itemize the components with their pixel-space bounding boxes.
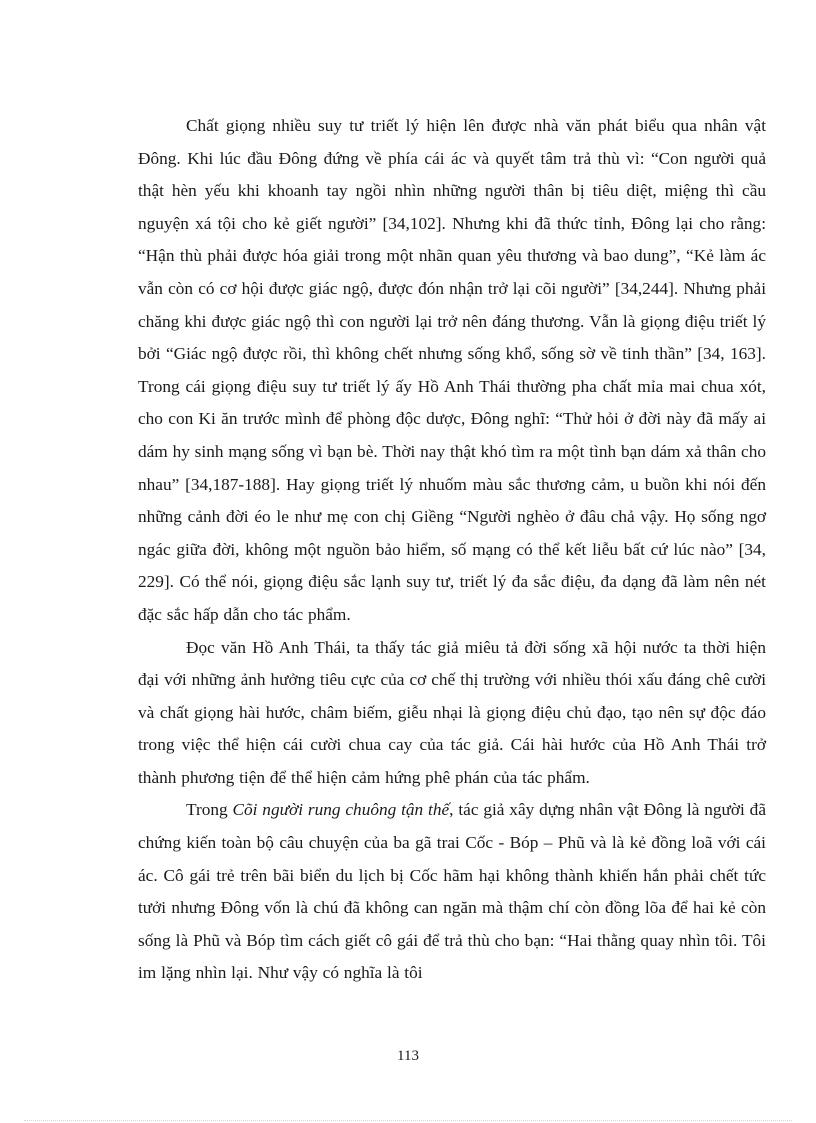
paragraph-3-prefix: Trong	[186, 800, 233, 820]
paragraph-3	[138, 794, 766, 990]
paragraph-2: Đọc văn Hồ Anh Thái, ta thấy tác giả miêu tả đời sống xã hội nước ta thời hiện đại với những ảnh hưởng tiêu cực của cơ chế thị trường với nhiều thói xấu đáng chê cười và chất giọng hài hước, châm biếm, giễu nhại là giọng điệu chủ đạo, tạo nên sự độc đáo trong việc thể hiện cái cười chua cay của tác giả. Cái hài hước của Hồ Anh Thái trở thành phương tiện để thể hiện cảm hứng phê phán của tác phẩm.	[138, 637, 766, 787]
paragraph-1: Chất giọng nhiều suy tư triết lý hiện lên được nhà văn phát biểu qua nhân vật Đông. Khi lúc đầu Đông đứng về phía cái ác và quyết tâm trả thù vì: “Con người quả thật hèn yếu khi khoanh tay ngồi nhìn những người thân bị tiêu diệt, miệng thì cầu nguyện xá tội cho kẻ giết người” [34,102]. Nhưng khi đã thức tỉnh, Đông lại cho rằng: “Hận thù phải được hóa giải trong một nhãn quan yêu thương và bao dung”, “Kẻ làm ác vẫn còn có cơ hội được giác ngộ, được đón nhận trở lại cõi người” [34,244]. Nhưng phải chăng khi được giác ngộ thì con người lại trở nên đáng thương. Vẫn là giọng điệu triết lý bởi “Giác ngộ được rồi, thì không chết nhưng sống khổ, sống sờ về tinh thần” [34, 163]. Trong cái giọng điệu suy tư triết lý ấy Hồ Anh Thái thường pha chất mỉa mai chua xót, cho con Ki ăn trước mình để phòng độc dược, Đông nghĩ: “Thử hỏi ở đời này đã mấy ai dám hy sinh mạng sống vì bạn bè. Thời nay thật khó tìm ra một tình bạn dám xả thân cho nhau” [34,187-188]. Hay giọng triết lý nhuốm màu sắc thương cảm, u buồn khi nói đến những cảnh đời éo le như mẹ con chị Giềng “Người nghèo ở đâu chả vậy. Họ sống ngơ ngác giữa đời, không một nguồn bảo hiểm, số mạng có thể kết liễu bất cứ lúc nào” [34, 229]. Có thể nói, giọng điệu sắc lạnh suy tư, triết lý đa sắc điệu, đa dạng đã làm nên nét đặc sắc hấp dẫn cho tác phẩm.	[138, 116, 766, 624]
paragraph-3-text: , tác giả xây dựng nhân vật Đông là người đã chứng kiến toàn bộ câu chuyện của ba gã trai Cốc - Bóp – Phũ và là kẻ đồng loã với cái ác. Cô gái trẻ trên bãi biển du lịch bị Cốc hãm hại không thành khiến hắn phải chết tức tưởi nhưng Đông vốn là chú đã không can ngăn mà thậm chí còn đồng lõa để hai kẻ còn sống là Phũ và Bóp tìm cách giết cô gái để trả thù cho bạn: “Hai thằng quay nhìn tôi. Tôi im lặng nhìn lại. Như vậy có nghĩa là tôi	[138, 800, 766, 983]
book-title: Cõi người rung chuông tận thế	[232, 800, 450, 820]
body-text	[138, 110, 766, 990]
bottom-divider	[24, 1120, 792, 1121]
page-number: 113	[397, 1048, 419, 1064]
